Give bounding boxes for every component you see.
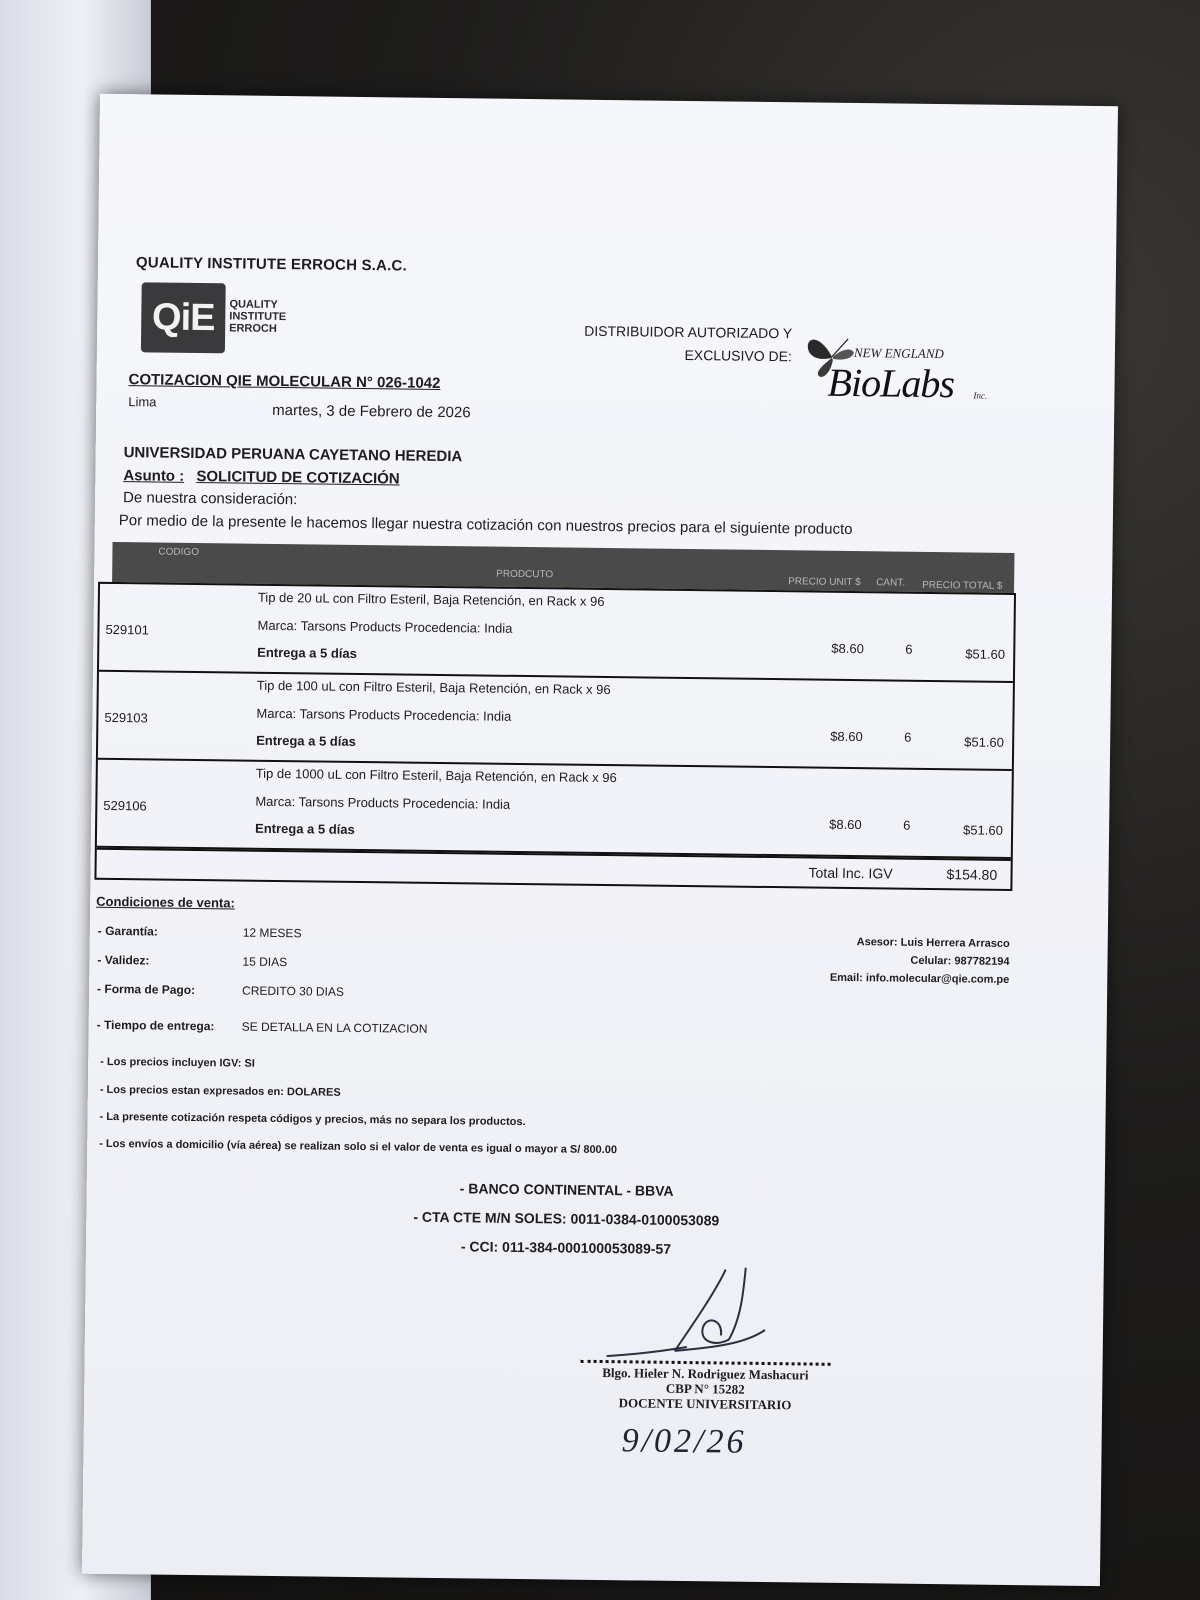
logo-wordmark (229, 298, 286, 335)
row-delivery: Entrega a 5 días (256, 732, 356, 749)
sale-note: - Los precios estan expresados en: DOLARES (99, 1083, 341, 1099)
row-delivery: Entrega a 5 días (257, 644, 358, 661)
row-code: 529103 (104, 709, 148, 726)
sale-note: - Los precios incluyen IGV: SI (100, 1055, 255, 1070)
advisor-email: Email: info.molecular@qie.com.pe (829, 971, 1010, 986)
sale-note: - La presente cotización respeta códigos y precios, más no separa los productos. (99, 1110, 526, 1129)
condition-value: 12 MESES (242, 925, 302, 941)
stamp-name: Blgo. Hieler N. Rodriguez Mashacuri (602, 1365, 809, 1383)
company-name: QUALITY INSTITUTE ERROCH S.A.C. (135, 254, 407, 275)
row-total: $51.60 (964, 734, 1005, 750)
logo-word: INSTITUTE (229, 310, 287, 324)
product-table (94, 579, 1016, 891)
quote-city: Lima (128, 394, 157, 410)
condition-item (97, 982, 344, 999)
table-row (98, 672, 1013, 771)
bank-line: - BANCO CONTINENTAL - BBVA (459, 1180, 674, 1199)
handwritten-date: 9/02/26 (621, 1422, 747, 1461)
row-total: $51.60 (965, 646, 1006, 662)
condition-item (98, 924, 302, 940)
neb-top-text: NEW ENGLAND (853, 345, 944, 362)
table-row (99, 584, 1014, 683)
row-brand: Marca: Tarsons Products Procedencia: India (256, 705, 512, 724)
row-code: 529106 (103, 797, 147, 814)
header-qty: CANT. (876, 577, 906, 589)
row-unit-price: $8.60 (831, 640, 864, 657)
row-delivery: Entrega a 5 días (254, 820, 355, 837)
intro-text: Por medio de la presente le hacemos llegar nuestra cotización con nuestros precios para el siguiente producto (118, 512, 853, 539)
row-qty: 6 (904, 729, 912, 745)
quote-date: martes, 3 de Febrero de 2026 (272, 401, 471, 422)
bank-line: - CCI: 011-384-000100053089-57 (460, 1238, 672, 1257)
header-unit-price: PRECIO UNIT $ (788, 576, 861, 589)
condition-item (97, 1018, 428, 1036)
row-qty: 6 (903, 817, 911, 833)
signer-stamp (580, 1360, 831, 1413)
quote-number: COTIZACION QIE MOLECULAR N° 026-1042 (128, 371, 441, 392)
row-desc: Tip de 20 uL con Filtro Esteril, Baja Retención, en Rack x 96 (257, 589, 605, 609)
header-product: PRODCUTO (496, 568, 554, 581)
header-code: CODIGO (158, 546, 200, 559)
logo-word: QUALITY (229, 298, 278, 311)
row-unit-price: $8.60 (829, 816, 862, 833)
advisor-block (709, 931, 1010, 989)
subject-line (123, 467, 400, 487)
subject-value: SOLICITUD DE COTIZACIÓN (196, 467, 400, 488)
quotation-sheet (82, 94, 1118, 1586)
total-label: Total Inc. IGV (808, 864, 893, 882)
row-qty: 6 (905, 641, 913, 657)
advisor-phone: Celular: 987782194 (910, 954, 1010, 968)
neb-logo (801, 330, 1002, 412)
condition-label: - Garantía: (97, 923, 158, 939)
condition-label: - Forma de Pago: (97, 981, 196, 998)
condition-label: - Tiempo de entrega: (96, 1017, 215, 1034)
distributor-text (567, 320, 793, 369)
row-desc: Tip de 1000 uL con Filtro Esteril, Baja Retención, en Rack x 96 (255, 765, 617, 786)
row-brand: Marca: Tarsons Products Procedencia: India (257, 617, 513, 636)
row-unit-price: $8.60 (830, 728, 863, 745)
row-brand: Marca: Tarsons Products Procedencia: India (255, 793, 511, 812)
qie-logo: QiE (141, 282, 226, 353)
stamp-cbp: CBP N° 15282 (665, 1380, 745, 1397)
distributor-line: EXCLUSIVO DE: (684, 346, 792, 365)
advisor-name: Asesor: Luis Herrera Arrasco (856, 936, 1010, 950)
distributor-line: DISTRIBUIDOR AUTORIZADO Y (584, 322, 793, 342)
sale-note: - Los envíos a domicilio (vía aérea) se realizan solo si el valor de venta es igual o mayor a S/ 800.00 (99, 1137, 618, 1157)
row-code: 529101 (105, 621, 149, 638)
table-row (97, 760, 1012, 859)
condition-label: - Validez: (97, 952, 150, 968)
neb-suffix: Inc. (973, 390, 988, 401)
row-desc: Tip de 100 uL con Filtro Esteril, Baja Retención, en Rack x 96 (256, 677, 611, 698)
bank-line: - CTA CTE M/N SOLES: 0011-0384-0100053089 (413, 1208, 720, 1229)
subject-label: Asunto : (123, 467, 185, 485)
header-total: PRECIO TOTAL $ (922, 579, 1003, 592)
row-total: $51.60 (963, 822, 1003, 838)
condition-value: 15 DIAS (242, 954, 288, 970)
stamp-title: DOCENTE UNIVERSITARIO (618, 1395, 792, 1413)
client-name: UNIVERSIDAD PERUANA CAYETANO HEREDIA (123, 444, 463, 466)
condition-item (97, 953, 287, 969)
condition-value: SE DETALLA EN LA COTIZACION (241, 1019, 428, 1036)
logo-word: ERROCH (229, 322, 277, 335)
total-value: $154.80 (946, 866, 998, 883)
condition-value: CREDITO 30 DIAS (242, 983, 344, 999)
neb-main-text: BioLabs (827, 359, 955, 407)
handwritten-signature (594, 1250, 855, 1373)
greeting: De nuestra consideración: (123, 489, 298, 509)
conditions-title: Condiciones de venta: (96, 893, 235, 911)
